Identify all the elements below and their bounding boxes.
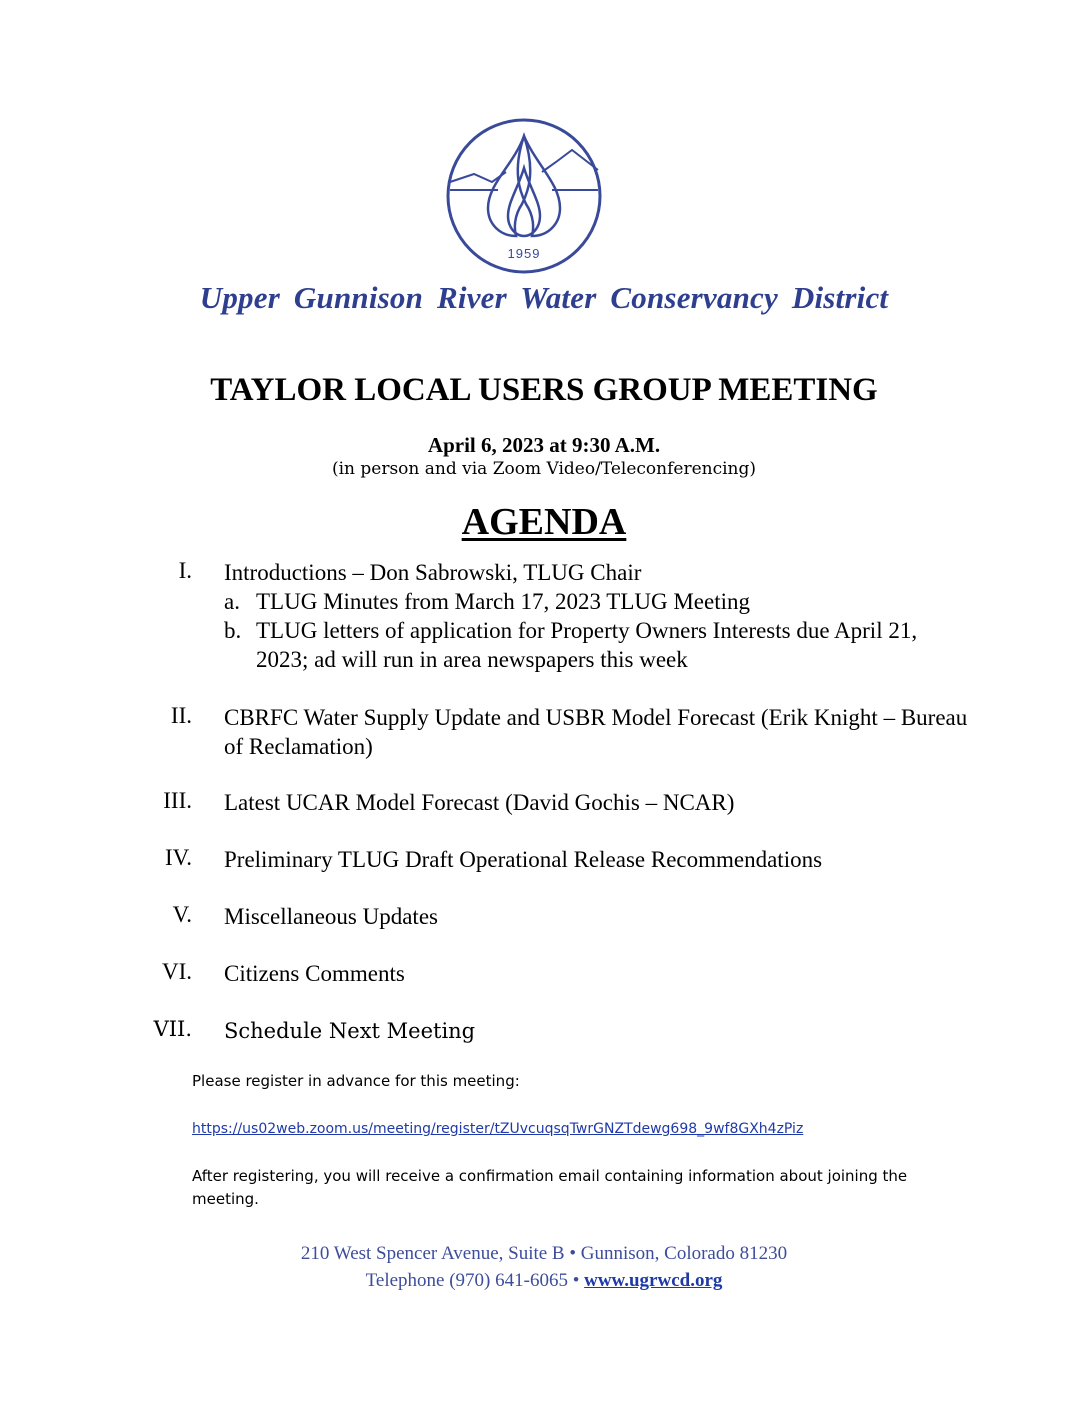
footer-phone: Telephone (970) 641-6065 • <box>365 1270 585 1291</box>
agenda-item-text: CBRFC Water Supply Update and USBR Model Forecast (Erik Knight – Bureau of Reclamation) <box>224 705 968 759</box>
agenda-numeral: VII. <box>153 1017 192 1041</box>
agenda-item-text: Citizens Comments <box>224 961 405 986</box>
agenda-numeral: I. <box>178 558 192 583</box>
agenda-numeral: III. <box>163 788 192 813</box>
registration-after: After registering, you will receive a confirmation email containing information about joining the meeting. <box>192 1167 908 1208</box>
district-name: Upper Gunnison River Water Conservancy District <box>199 280 889 315</box>
agenda-item-text: Miscellaneous Updates <box>224 904 438 929</box>
meeting-mode: (in person and via Zoom Video/Teleconferencing) <box>331 459 757 479</box>
meeting-title: TAYLOR LOCAL USERS GROUP MEETING <box>210 372 878 408</box>
agenda-item-text: Introductions – Don Sabrowski, TLUG Chair <box>224 560 642 585</box>
footer-address: 210 West Spencer Avenue, Suite B • Gunnison, Colorado 81230 <box>300 1243 788 1264</box>
agenda-numeral: II. <box>170 703 192 728</box>
agenda-numeral: IV. <box>164 845 192 870</box>
agenda-item-text: Schedule Next Meeting <box>224 1019 476 1043</box>
agenda-item-text: Latest UCAR Model Forecast (David Gochis – NCAR) <box>224 790 735 815</box>
agenda-numeral: VI. <box>161 959 192 984</box>
subitem-text: TLUG letters of application for Property Owners Interests due April 21, 2023; ad will run in area newspapers this week <box>256 618 918 672</box>
footer-contact <box>0 1270 1088 1292</box>
registration-link[interactable]: https://us02web.zoom.us/meeting/register/tZUvcuqsqTwrGNZTdewg698_9wf8GXh4zPiz <box>192 1121 804 1137</box>
district-logo <box>444 116 604 276</box>
subitem-letter: a. <box>224 589 240 614</box>
registration-link-row <box>192 1117 972 1141</box>
agenda-heading: AGENDA <box>461 501 627 543</box>
footer-website-link[interactable]: www.ugrwcd.org <box>584 1270 723 1291</box>
agenda-numeral: V. <box>172 902 192 927</box>
meeting-date: April 6, 2023 at 9:30 A.M. <box>427 433 661 457</box>
logo-year: 1959 <box>507 246 541 261</box>
registration-prompt: Please register in advance for this meeting: <box>192 1072 520 1090</box>
agenda-item-text: Preliminary TLUG Draft Operational Release Recommendations <box>224 847 823 872</box>
subitem-text: TLUG Minutes from March 17, 2023 TLUG Meeting <box>256 589 750 614</box>
subitem-letter: b. <box>224 618 242 643</box>
